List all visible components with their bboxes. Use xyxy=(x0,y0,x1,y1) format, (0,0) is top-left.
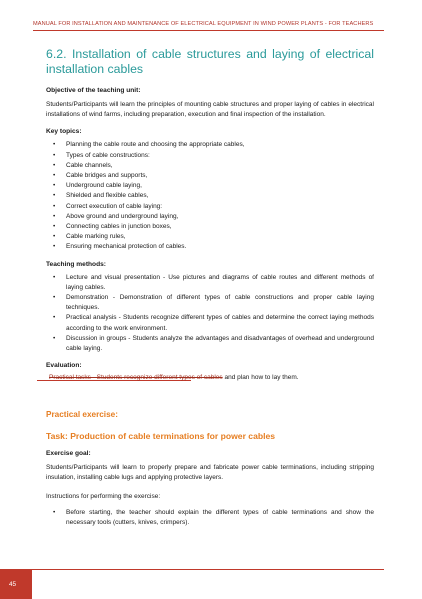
objective-label: Objective of the teaching unit: xyxy=(46,87,141,94)
evaluation-item xyxy=(37,374,374,385)
header-divider xyxy=(33,30,384,31)
list-item: • Correct execution of cable laying: xyxy=(53,202,163,210)
list-item: • Discussion in groups - Students analyze the advantages and disadvantages of overhead and underground cable laying. xyxy=(53,334,374,353)
practical-exercise-heading: Practical exercise: xyxy=(46,410,118,420)
list-item: • Above ground and underground laying, xyxy=(53,212,179,220)
list-item: • Connecting cables in junction boxes, xyxy=(53,223,172,231)
list-item: • Types of cable constructions: xyxy=(53,151,150,159)
list-item: • Cable marking rules, xyxy=(53,233,126,241)
running-header: MANUAL FOR INSTALLATION AND MAINTENANCE OF ELECTRICAL EQUIPMENT IN WIND POWER PLANTS - FOR TEACHERS xyxy=(33,21,374,27)
list-item: • Lecture and visual presentation - Use pictures and diagrams of cable routes and different methods of laying cables. xyxy=(53,273,374,291)
instructions-label: Instructions for performing the exercise: xyxy=(46,492,161,500)
page-number-box xyxy=(0,570,32,599)
key-topics-list xyxy=(46,140,374,252)
list-item: • Demonstration - Demonstration of different types of cable constructions and proper cable laying techniques. xyxy=(53,294,374,312)
teaching-methods-label: Teaching methods: xyxy=(46,260,106,268)
evaluation-rest-text: and plan how to lay them. xyxy=(222,374,299,382)
list-item: • Underground cable laying, xyxy=(53,182,142,190)
list-item: • Cable bridges and supports, xyxy=(53,172,148,180)
teaching-methods-list xyxy=(46,273,374,355)
footer-divider xyxy=(0,569,384,570)
list-item: • Practical analysis - Students recognize different types of cables and determine the correct laying methods according to the work environment. xyxy=(53,314,374,332)
exercise-goal-label: Exercise goal: xyxy=(46,450,91,458)
list-item: • Shielded and flexible cables, xyxy=(53,192,149,200)
key-topics-label: Key topics: xyxy=(46,128,82,136)
section-heading: 6.2. Installation of cable structures and laying of electrical installation cables xyxy=(46,47,374,76)
exercise-goal-text: Students/Participants will learn to properly prepare and fabricate power cable terminations, including stripping insulation, installing cable lugs and applying protective layers. xyxy=(46,464,374,482)
objective-text: Students/Participants will learn the principles of mounting cable structures and proper laying of cables in electrical installations of wind farms, including preparation, execution and final inspection of the installation. xyxy=(46,101,374,119)
list-item: • Cable channels, xyxy=(53,161,113,169)
list-item: • Ensuring mechanical protection of cables. xyxy=(53,243,187,251)
evaluation-struck-text: Practical tasks - Students recognize different types of cables xyxy=(49,374,223,382)
page-content xyxy=(46,47,374,528)
list-item: • Before starting, the teacher should explain the different types of cable terminations and show the necessary tools (cutters, knives, crimpers). xyxy=(53,508,374,527)
instructions-list xyxy=(46,508,374,528)
evaluation-label: Evaluation: xyxy=(46,362,82,370)
page-number: 45 xyxy=(9,581,17,588)
task-heading: Task: Production of cable terminations for power cables xyxy=(46,431,276,442)
list-item: • Planning the cable route and choosing the appropriate cables, xyxy=(53,141,245,149)
